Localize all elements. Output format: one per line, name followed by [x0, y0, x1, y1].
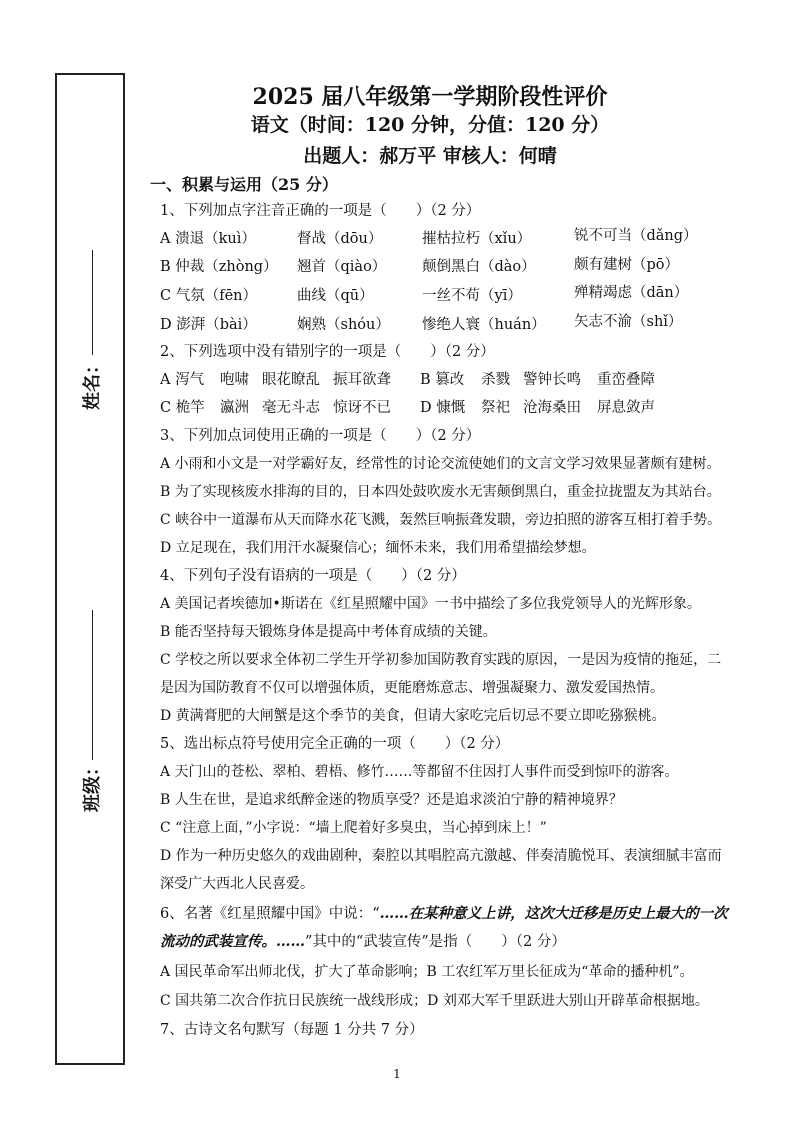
binding-margin-box [55, 73, 125, 1065]
q1-option: 颠倒黑白（dào） [422, 259, 536, 275]
q2-option: D 慷慨 [420, 400, 466, 416]
class-label: 班级： [82, 758, 103, 812]
question-4-stem: 4、下列句子没有语病的一项是（ ）（2 分） [160, 568, 466, 584]
exam-subtitle: 语文（时间：120 分钟，分值：120 分） [250, 114, 610, 136]
q2-option: 瀛洲 [220, 400, 249, 416]
q2-option: 惊讶不已 [333, 400, 391, 416]
question-5-stem: 5、选出标点符号使用完全正确的一项（ ）（2 分） [160, 736, 510, 752]
q2-option: 毫无斗志 [262, 400, 320, 416]
q4-option: A 美国记者埃德加•斯诺在《红星照耀中国》一书中描绘了多位我党领导人的光辉形象。 [160, 596, 701, 612]
q5-option: D 作为一种历史悠久的戏曲剧种，秦腔以其唱腔高亢激越、伴奏清脆悦耳、表演细腻丰富而 [160, 848, 722, 864]
question-3-stem: 3、下列加点词使用正确的一项是（ ）（2 分） [160, 428, 481, 444]
q6-options: C 国共第二次合作抗日民族统一战线形成；D 刘邓大军千里跃进大别山开辟革命根据地。 [160, 993, 709, 1009]
q1-option: 颇有建树（pō） [574, 257, 680, 273]
q1-option: 摧枯拉朽（xǐu） [422, 231, 532, 247]
q2-option: B 篡改 [420, 372, 465, 388]
q6-stem-suffix: ”其中的“武装宣传”是指（ ）（2 分） [305, 934, 566, 950]
q2-option: A 泻气 [160, 372, 205, 388]
q1-option: 翘首（qiào） [297, 259, 387, 275]
q4-option: C 学校之所以要求全体初二学生开学初参加国防教育实践的原因，一是因为疫情的拖延，二 [160, 652, 722, 668]
q1-option: D 澎湃（bài） [160, 317, 257, 333]
question-7-stem: 7、古诗文名句默写（每题 1 分共 7 分） [160, 1022, 424, 1038]
q5-option: C “注意上面，”小字说：“墙上爬着好多臭虫，当心掉到床上！” [160, 820, 547, 836]
q1-option: 矢志不渝（shǐ） [574, 314, 683, 330]
q2-option: 沧海桑田 [523, 400, 581, 416]
class-blank-line [92, 610, 93, 760]
question-6-stem-line2 [160, 932, 566, 952]
q5-option: B 人生在世，是追求纸醉金迷的物质享受？还是追求淡泊宁静的精神境界？ [160, 792, 623, 808]
question-2-stem: 2、下列选项中没有错别字的一项是（ ）（2 分） [160, 344, 495, 360]
q3-option: D 立足现在，我们用汗水凝聚信心；缅怀未来，我们用希望描绘梦想。 [160, 540, 596, 556]
q2-option: 祭祀 [481, 400, 510, 416]
q3-option: A 小雨和小文是一对学霸好友，经常性的讨论交流使她们的文言文学习效果显著颇有建树。 [160, 456, 721, 472]
q6-quote-part2: 流动的武装宣传。…… [160, 933, 305, 950]
q1-option: 曲线（qū） [297, 288, 374, 304]
q2-option: 咆啸 [220, 372, 249, 388]
q4-option: D 黄满膏肥的大闸蟹是这个季节的美食，但请大家吃完后切忌不要立即吃猕猴桃。 [160, 708, 666, 724]
q1-option: C 气氛（fēn） [160, 288, 257, 304]
q4-option-continued: 是因为国防教育不仅可以增强体质，更能磨炼意志、增强凝聚力、激发爱国热情。 [160, 680, 664, 696]
name-blank-line [92, 250, 93, 355]
q1-option: 惨绝人寰（huán） [422, 317, 546, 333]
q1-option: 一丝不苟（yī） [422, 288, 522, 304]
q2-option: 警钟长鸣 [523, 372, 581, 388]
q2-option: 重峦叠障 [597, 372, 655, 388]
q6-quote-part1: ……在某种意义上讲，这次大迁移是历史上最大的一次 [379, 905, 728, 922]
section-heading: 一、积累与运用（25 分） [150, 175, 338, 194]
q2-option: C 桅竿 [160, 400, 205, 416]
q1-option: A 溃退（kuì） [160, 231, 256, 247]
question-1-stem: 1、下列加点字注音正确的一项是（ ）（2 分） [160, 203, 481, 219]
page-number: 1 [393, 1067, 401, 1081]
name-label: 姓名： [82, 356, 103, 410]
q1-option: 娴熟（shóu） [297, 317, 390, 333]
q1-option: B 仲裁（zhòng） [160, 259, 278, 275]
q5-option-continued: 深受广大西北人民喜爱。 [160, 876, 314, 892]
exam-authors: 出题人：郝万平 审核人：何晴 [303, 145, 557, 167]
q2-option: 眼花瞭乱 [262, 372, 320, 388]
question-6-stem-line1 [160, 904, 728, 924]
q2-option: 振耳欲聋 [333, 372, 391, 388]
q1-option: 督战（dōu） [297, 231, 383, 247]
q1-option: 殚精竭虑（dān） [574, 285, 689, 301]
q5-option: A 天门山的苍松、翠柏、碧梧、修竹……等都留不住因打人事件而受到惊吓的游客。 [160, 764, 679, 780]
q1-option: 锐不可当（dǎng） [574, 228, 698, 244]
q6-stem-prefix: 6、名著《红星照耀中国》中说：“ [160, 906, 380, 922]
q2-option: 杀戮 [481, 372, 510, 388]
q6-options: A 国民革命军出师北伐，扩大了革命影响；B 工农红军万里长征成为“革命的播种机”。 [160, 964, 694, 980]
q3-option: C 峡谷中一道瀑布从天而降水花飞溅，轰然巨响振聋发聩，旁边拍照的游客互相打着手势。 [160, 512, 722, 528]
exam-title: 2025 届八年级第一学期阶段性评价 [252, 84, 608, 110]
q2-option: 屏息敛声 [597, 400, 655, 416]
q3-option: B 为了实现核废水排海的目的，日本四处鼓吹废水无害颠倒黑白，重金拉拢盟友为其站台。 [160, 484, 721, 500]
q4-option: B 能否坚持每天锻炼身体是提高中考体育成绩的关键。 [160, 624, 497, 640]
